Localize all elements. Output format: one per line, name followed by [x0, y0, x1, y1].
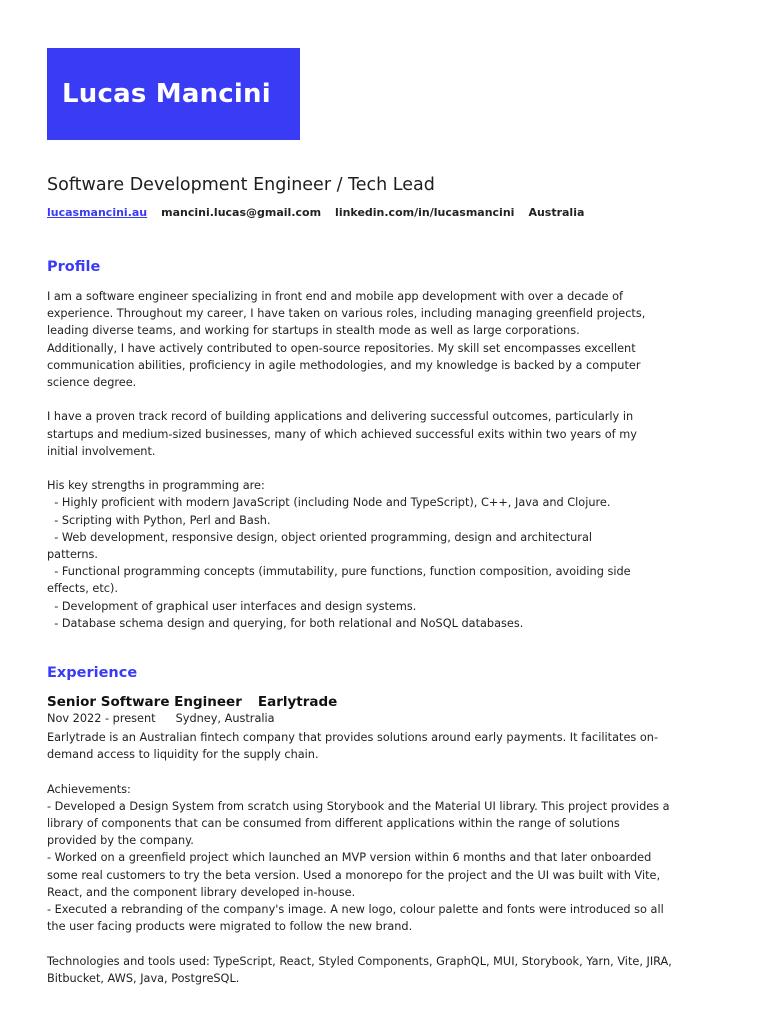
- email-text: mancini.lucas@gmail.com: [161, 206, 322, 219]
- job-location: Sydney, Australia: [175, 712, 275, 725]
- linkedin-text: linkedin.com/in/lucasmancini: [335, 206, 515, 219]
- candidate-name: Lucas Mancini: [62, 79, 271, 109]
- profile-heading: Profile: [47, 259, 101, 275]
- profile-text: I am a software engineer specializing in front end and mobile app development with over a decade of experience. Throughout my career, I have taken on various roles, including managing greenfield projects, leading diverse teams, and working for startups in stealth mode as well as large corporations. Additionally, I have actively contributed to open-source repositories. My skill set encompasses excellent communication abilities, proficiency in agile methodologies, and my knowledge is backed by a computer science degree. I have a proven track record of building applications and delivering successful outcomes, particularly in startups and medium-sized businesses, many of which achieved successful exits within two years of my initial involvement. His key strengths in programming are: - Highly proficient with modern JavaScript (including Node and TypeScript), C++, Java and Clojure. - Scripting with Python, Perl and Bash. - Web development, responsive design, object oriented programming, design and architectural patterns. - Functional programming concepts (immutability, pure functions, function composition, avoiding side effects, etc). - Development of graphical user interfaces and design systems. - Database schema design and querying, for both relational and NoSQL databases.: [47, 290, 646, 630]
- job-dates: Nov 2022 - present: [47, 712, 156, 725]
- location-text: Australia: [528, 206, 585, 219]
- website-link[interactable]: lucasmancini.au: [47, 206, 148, 219]
- name-banner: [47, 48, 300, 140]
- job-description: Earlytrade is an Australian fintech company that provides solutions around early payments. It facilitates on- demand access to liquidity for the supply chain. Achievements: - Developed a Design System from scratch using Storybook and the Material UI library. This project provides a library of components that can be consumed from different applications within the range of solutions provided by the company. - Worked on a greenfield project which launched an MVP version within 6 months and that later onboarded some real customers to try the beta version. Used a monorepo for the project and the UI was built with Vite, React, and the component library developed in-house. - Executed a rebranding of the company's image. A new logo, colour palette and fonts were introduced so all the user facing products were migrated to follow the new brand. Technologies and tools used: TypeScript, React, Styled Components, GraphQL, MUI, Storybook, Yarn, Vite, JIRA, Bitbucket, AWS, Java, PostgreSQL.: [47, 731, 672, 985]
- job-header: [47, 694, 337, 710]
- experience-heading: Experience: [47, 665, 138, 681]
- job-title: Software Development Engineer / Tech Lead: [47, 175, 435, 195]
- job-role: Senior Software Engineer: [47, 694, 242, 710]
- job-company: Earlytrade: [257, 694, 338, 710]
- job-meta: [47, 712, 275, 725]
- contact-bar: [47, 206, 584, 219]
